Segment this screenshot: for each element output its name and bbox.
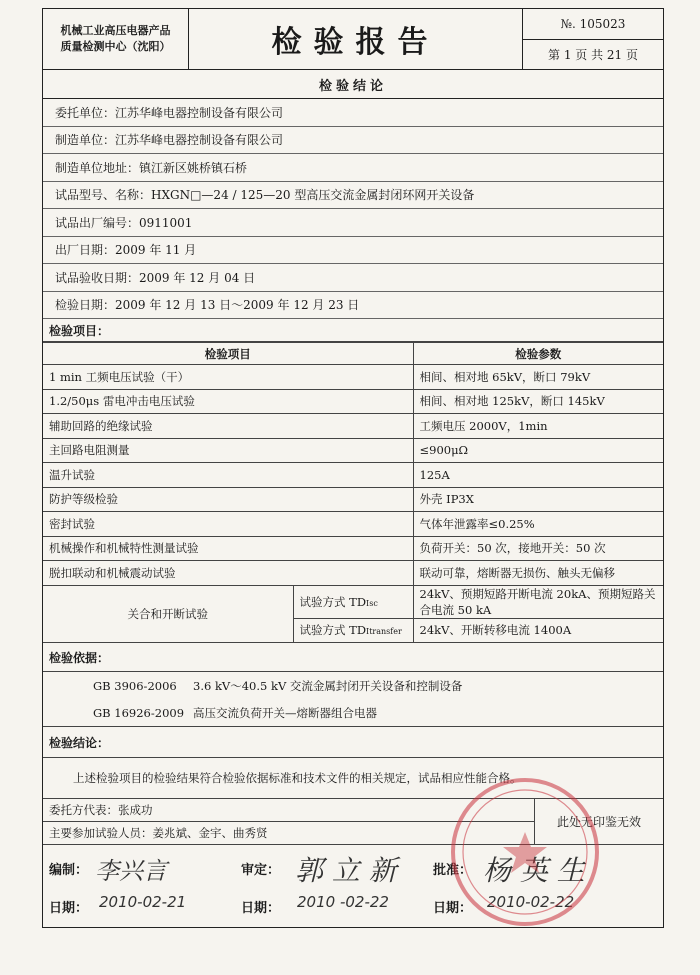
conclusion-label: 检验结论： [43,727,663,758]
sample-model: 试品型号、名称：HXGN□—24 / 125—20 型高压交流金属封闭环网开关设备 [43,182,663,210]
compiled-date: 2010-02-21 [99,893,187,911]
report-frame [42,8,664,928]
mode-subscript: Itransfer [366,627,402,637]
table-row [43,414,663,439]
table-row [43,487,663,512]
report-title: 检验报告 [189,9,523,69]
approved-date: 2010-02-22 [487,893,575,911]
col-header-item: 检验项目 [43,343,413,365]
delegate-lines [43,799,534,844]
sample-serial: 试品出厂编号：0911001 [43,209,663,237]
param-cell: 24kV、开断转移电流 1400A [413,618,663,643]
reviewed-date: 2010 -02-22 [297,893,389,911]
standard-code: GB 16926-2009 [93,705,185,720]
param-cell: 相间、相对地 125kV，断口 145kV [413,389,663,414]
approved-label: 批准： [433,863,473,878]
param-cell: 外壳 IP3X [413,487,663,512]
stamp-note: 此处无印鉴无效 [534,799,663,844]
items-table [43,342,663,643]
participants: 主要参加试验人员：姜兆斌、金宇、曲秀贤 [49,826,268,840]
report-number: №. 105023 [523,9,663,40]
item-cell: 密封试验 [43,512,413,537]
report-page [42,8,664,928]
page-indicator: 第 1 页 共 21 页 [548,47,638,62]
acceptance-date: 试品验收日期：2009 年 12 月 04 日 [43,264,663,292]
param-cell: 工频电压 2000V，1min [413,414,663,439]
table-row [43,512,663,537]
signature-block [43,845,663,927]
date-label: 日期： [49,901,89,916]
param-cell: 联动可靠，熔断器无损伤、触头无偏移 [413,561,663,586]
inspection-date: 检验日期：2009 年 12 月 13 日～2009 年 12 月 23 日 [43,292,663,320]
compiled-label: 编制： [49,863,89,878]
basis-block [43,672,663,727]
item-cell: 脱扣联动和机械震动试验 [43,561,413,586]
org-line-1: 机械工业高压电器产品 [60,24,171,37]
info-block [43,99,663,319]
date-label: 日期： [241,901,281,916]
col-header-param: 检验参数 [413,343,663,365]
date-label: 日期： [433,901,473,916]
org-line-2: 质量检测中心（沈阳） [60,40,171,53]
table-row [43,463,663,488]
approved-signature: 杨 英 生 [483,854,585,887]
header-meta [523,9,663,69]
param-cell: 24kV、预期短路开断电流 20kA、预期短路关合电流 50 kA [413,585,663,618]
mode-subscript: Isc [366,598,378,608]
basis-item [43,672,663,699]
param-cell: 125A [413,463,663,488]
table-row [43,536,663,561]
item-cell: 1.2/50μs 雷电冲击电压试验 [43,389,413,414]
item-cell: 温升试验 [43,463,413,488]
reviewed-signature: 郭 立 新 [295,854,397,887]
section-title: 检验结论 [43,70,663,99]
standard-name: 3.6 kV～40.5 kV 交流金属封闭开关设备和控制设备 [193,678,463,693]
issuing-organization [43,9,189,69]
mode-text: 试验方式 TD [299,623,367,638]
table-row [43,365,663,390]
standard-code: GB 3906-2006 [93,678,177,693]
table-row [43,561,663,586]
production-date: 出厂日期：2009 年 11 月 [43,237,663,265]
basis-item [43,699,663,726]
manufacturer: 制造单位：江苏华峰电器控制设备有限公司 [43,127,663,155]
param-cell: 相间、相对地 65kV，断口 79kV [413,365,663,390]
reviewed-label: 审定： [241,863,281,878]
item-cell: 主回路电阻测量 [43,438,413,463]
compiled-signature: 李兴言 [95,857,167,885]
items-label: 检验项目： [43,319,663,342]
merged-item-cell: 关合和开断试验 [43,585,293,643]
mode-text: 试验方式 TD [299,594,367,609]
item-cell: 辅助回路的绝缘试验 [43,414,413,439]
standard-name: 高压交流负荷开关—熔断器组合电器 [193,705,377,720]
table-row [43,389,663,414]
item-cell: 机械操作和机械特性测量试验 [43,536,413,561]
item-cell: 防护等级检验 [43,487,413,512]
sub-mode-cell [293,618,413,643]
param-cell: 负荷开关：50 次，接地开关：50 次 [413,536,663,561]
manufacturer-address: 制造单位地址：镇江新区姚桥镇石桥 [43,154,663,182]
conclusion-text: 上述检验项目的检验结果符合检验依据标准和技术文件的相关规定，试品相应性能合格。 [43,758,663,799]
param-cell: 气体年泄露率≤0.25% [413,512,663,537]
basis-label: 检验依据： [43,643,663,672]
delegate-block [43,799,663,845]
param-cell: ≤900μΩ [413,438,663,463]
table-row [43,438,663,463]
table-row [43,585,663,618]
client-unit: 委托单位：江苏华峰电器控制设备有限公司 [43,99,663,127]
item-cell: 1 min 工频电压试验（干） [43,365,413,390]
sub-mode-cell [293,585,413,618]
delegate-rep: 委托方代表：张成功 [43,799,534,822]
report-header [43,9,663,70]
table-header-row [43,343,663,365]
